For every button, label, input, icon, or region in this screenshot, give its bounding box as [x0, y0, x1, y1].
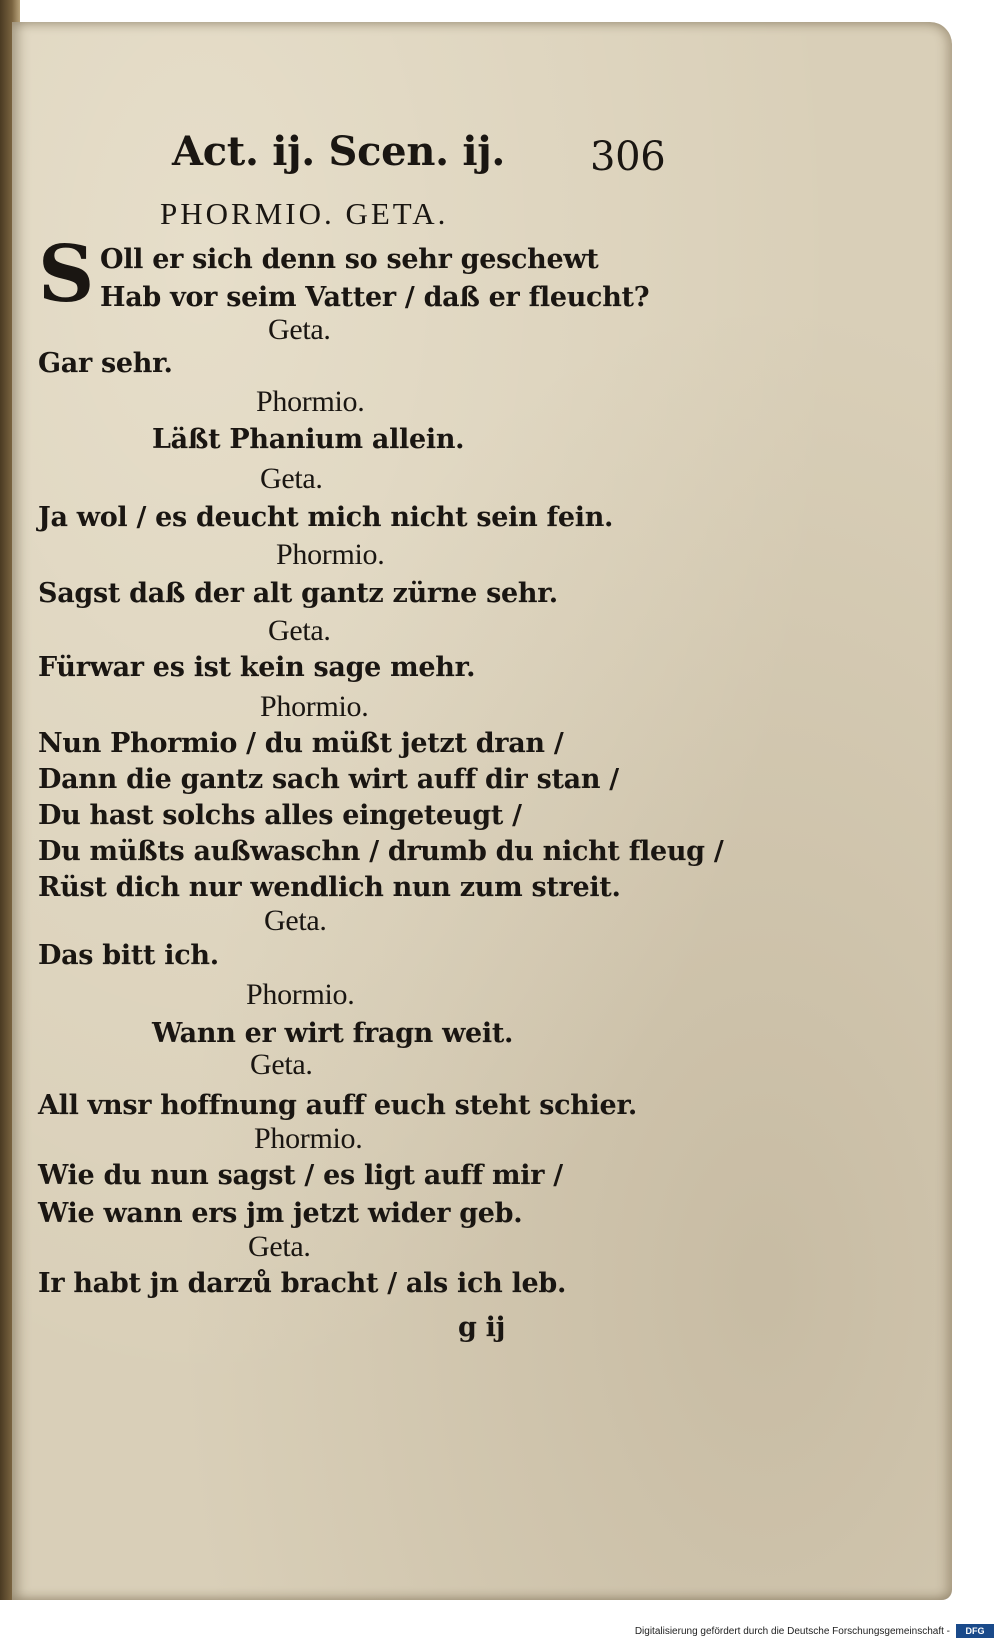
- funding-credit: Digitalisierung gefördert durch die Deutsche Forschungsgemeinschaft -: [634, 1626, 950, 1637]
- verse-line: Fürwar es ist kein sage mehr.: [38, 652, 476, 683]
- verse-line: Oll er sich denn so sehr geschewt: [100, 244, 599, 275]
- speaker-label: Geta.: [260, 462, 323, 495]
- verse-line: Du hast solchs alles eingeteugt /: [38, 800, 522, 831]
- speaker-label: Phormio.: [254, 1122, 363, 1155]
- speaker-label: Geta.: [248, 1230, 311, 1263]
- verse-line: Ja wol / es deucht mich nicht sein fein.: [38, 502, 614, 533]
- speaker-label: Phormio.: [260, 690, 369, 723]
- verse-line: Du müßts außwaschn / drumb du nicht fleug /: [38, 836, 724, 867]
- verse-line: All vnsr hoffnung auff euch steht schier.: [38, 1090, 637, 1121]
- verse-line: Sagst daß der alt gantz zürne sehr.: [38, 578, 558, 609]
- verse-line: Wann er wirt fragn weit.: [152, 1018, 514, 1049]
- drop-cap: S: [38, 229, 95, 320]
- speaker-label: Geta.: [264, 904, 327, 937]
- verse-line: Das bitt ich.: [38, 940, 219, 971]
- verse-line: Läßt Phanium allein.: [152, 424, 465, 455]
- verse-line: Ir habt jn darzů bracht / als ich leb.: [38, 1268, 567, 1299]
- speaker-label: Geta.: [250, 1048, 313, 1081]
- speaker-label: Phormio.: [256, 385, 365, 418]
- verse-line: Nun Phormio / du müßt jetzt dran /: [38, 728, 564, 759]
- verse-line: Gar sehr.: [38, 348, 173, 379]
- scene-speakers: PHORMIO. GETA.: [160, 196, 449, 231]
- verse-line: Hab vor seim Vatter / daß er fleucht?: [100, 282, 650, 313]
- dfg-logo: DFG: [956, 1624, 994, 1638]
- verse-line: Rüst dich nur wendlich nun zum streit.: [38, 872, 621, 903]
- speaker-label: Geta.: [268, 614, 331, 647]
- verse-line: Wie du nun sagst / es ligt auff mir /: [38, 1160, 563, 1191]
- verse-line: Wie wann ers jm jetzt wider geb.: [38, 1198, 523, 1229]
- speaker-label: Geta.: [268, 313, 331, 346]
- signature-mark: g ij: [458, 1312, 506, 1343]
- speaker-label: Phormio.: [246, 978, 355, 1011]
- page-number: 306: [590, 134, 666, 180]
- verse-line: Dann die gantz sach wirt auff dir stan /: [38, 764, 619, 795]
- running-head: Act. ij. Scen. ij.: [172, 128, 506, 175]
- speaker-label: Phormio.: [276, 538, 385, 571]
